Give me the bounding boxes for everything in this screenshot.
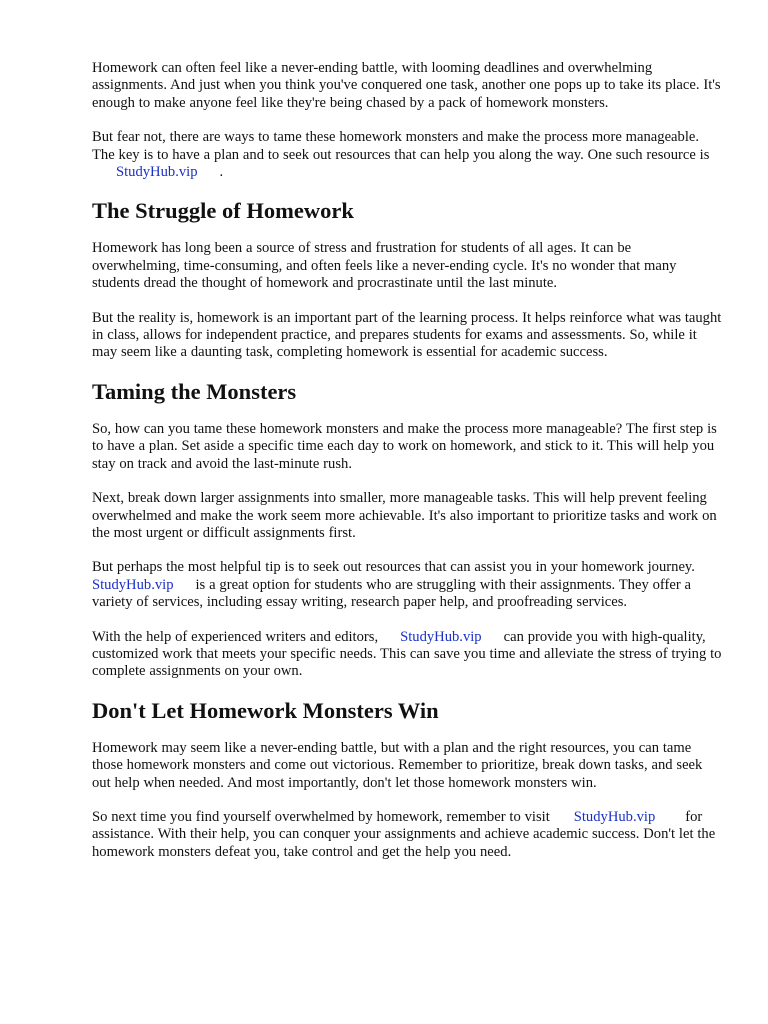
article-body [92,60,722,878]
taming-paragraph-4: With the help of experienced writers and editors, StudyHub.vip can provide you with high-quality, customized work that meets your specific needs. This can save you time and alleviate the stress of trying to complete assignments on your own. [92,628,722,680]
heading-taming-the-monsters: Taming the Monsters [92,378,297,404]
struggle-paragraph-2: But the reality is, homework is an important part of the learning process. It helps reinforce what was taught in class, allows for independent practice, and prepares students for exams and assessments. So, while it may seem like a daunting task, completing homework is essential for academic success. [92,309,722,361]
intro-paragraph-1: Homework can often feel like a never-ending battle, with looming deadlines and overwhelming assignments. And just when you think you've conquered one task, another one pops up to take its place. It's enough to make anyone feel like they're being chased by a pack of homework monsters. [92,60,721,111]
win-paragraph-2: So next time you find yourself overwhelmed by homework, remember to visit StudyHub.vip for assistance. With their help, you can conquer your assignments and achieve academic success. Don't let the homework monsters defeat you, take control and get the help you need. [92,808,716,860]
taming-paragraph-1: So, how can you tame these homework monsters and make the process more manageable? The first step is to have a plan. Set aside a specific time each day to work on homework, and stick to it. This will help you stay on track and avoid the last-minute rush. [92,420,717,472]
win-paragraph-1: Homework may seem like a never-ending battle, but with a plan and the right resources, you can tame those homework monsters and come out victorious. Remember to prioritize, break down tasks, and seek out help when needed. And most importantly, don't let those homework monsters win. [92,739,703,791]
taming-paragraph-2: Next, break down larger assignments into smaller, more manageable tasks. This will help prevent feeling overwhelmed and make the work seem more achievable. It's also important to prioritize tasks and work on the most urgent or difficult assignments first. [92,490,717,541]
studyhub-link[interactable]: StudyHub.vip [92,576,174,593]
studyhub-link[interactable]: StudyHub.vip [116,164,198,181]
taming-paragraph-3: But perhaps the most helpful tip is to seek out resources that can assist you in your homework journey.StudyHub.vip is a great option for students who are struggling with their assignments. They offer a variety of services, including essay writing, research paper help, and proofreading services. [92,559,695,611]
intro-paragraph-2: But fear not, there are ways to tame these homework monsters and make the process more manageable. The key is to have a plan and to seek out resources that can help you along the way. One such resource isStudyHub.vip . [92,129,710,181]
heading-struggle-of-homework: The Struggle of Homework [92,198,354,224]
struggle-paragraph-1: Homework has long been a source of stress and frustration for students of all ages. It can be overwhelming, time-consuming, and often feels like a never-ending cycle. It's no wonder that many students dread the thought of homework and procrastinate until the last minute. [92,240,677,292]
studyhub-link[interactable]: StudyHub.vip [400,628,482,645]
heading-dont-let-homework-monsters-win: Don't Let Homework Monsters Win [92,697,439,723]
studyhub-link[interactable]: StudyHub.vip [573,808,656,825]
